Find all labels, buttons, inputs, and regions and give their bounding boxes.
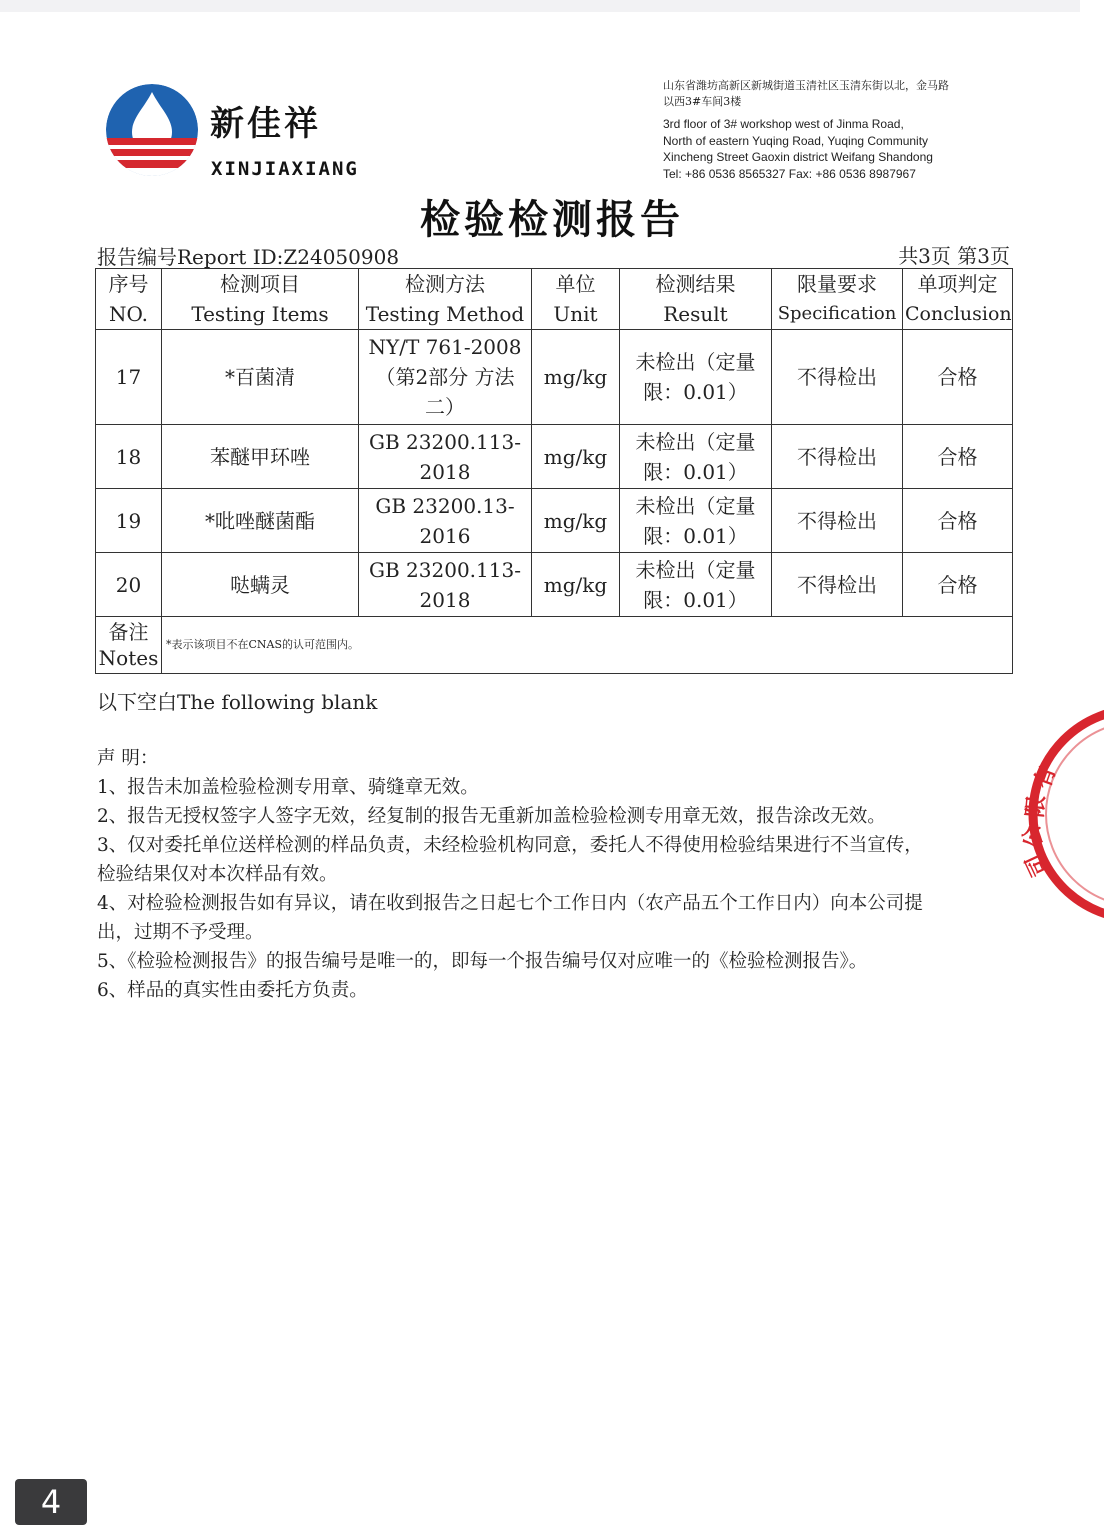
declaration-item: 5、《检验检测报告》的报告编号是唯一的，即每一个报告编号仅对应唯一的《检验检测报告》。 (97, 951, 868, 972)
cell-spec: 不得检出 (772, 489, 903, 553)
cell-item: 哒螨灵 (162, 553, 359, 617)
notes-label: 备注 Notes (96, 617, 162, 674)
svg-text:有: 有 (1030, 762, 1062, 793)
company-address (663, 78, 1023, 182)
results-table (95, 268, 1013, 674)
cell-unit: mg/kg (532, 425, 620, 489)
address-cn-line-1: 山东省潍坊高新区新城街道玉清社区玉清东街以北，金马路 (663, 79, 949, 92)
cell-method: GB 23200.113- 2018 (359, 425, 532, 489)
brand-name-cn: 新佳祥 (210, 104, 321, 144)
cell-conclusion: 合格 (903, 553, 1013, 617)
report-title: 检验检测报告 (420, 197, 684, 243)
cell-result: 未检出（定量 限：0.01） (620, 489, 772, 553)
cell-method: NY/T 761-2008 （第2部分 方法 二） (359, 330, 532, 425)
header-cell: 检测项目 Testing Items (162, 269, 359, 330)
cell-spec: 不得检出 (772, 553, 903, 617)
cell-no: 18 (96, 425, 162, 489)
table-header-row (96, 269, 1013, 330)
address-en-line-4: Tel: +86 0536 8565327 Fax: +86 0536 8987967 (663, 166, 916, 181)
cell-unit: mg/kg (532, 553, 620, 617)
cell-conclusion: 合格 (903, 330, 1013, 425)
declaration-item: 2、报告无授权签字人签字无效，经复制的报告无重新加盖检验检测专用章无效，报告涂改无效。 (97, 806, 886, 827)
following-blank-text: 以下空白The following blank (97, 690, 378, 714)
header-cell: 检测结果 Result (620, 269, 772, 330)
cell-spec: 不得检出 (772, 330, 903, 425)
report-id: 报告编号Report ID:Z24050908 (97, 245, 400, 269)
svg-text:公: 公 (1019, 823, 1048, 850)
table-row (96, 425, 1013, 489)
svg-text:限: 限 (1023, 794, 1050, 819)
declaration (97, 744, 997, 1005)
company-logo-icon (104, 82, 200, 178)
cell-item: *百菌清 (162, 330, 359, 425)
header-cell: 检测方法 Testing Method (359, 269, 532, 330)
page-number-badge: 4 (15, 1479, 87, 1525)
declaration-item: 3、仅对委托单位送样检测的样品负责，未经检验机构同意，委托人不得使用检验结果进行不当宣传， (97, 835, 923, 856)
cell-no: 19 (96, 489, 162, 553)
cell-conclusion: 合格 (903, 489, 1013, 553)
header-cell: 限量要求 Specification (772, 269, 903, 330)
cell-method: GB 23200.13- 2016 (359, 489, 532, 553)
header-cell: 单位 Unit (532, 269, 620, 330)
cell-item: 苯醚甲环唑 (162, 425, 359, 489)
table-row (96, 489, 1013, 553)
table-row (96, 553, 1013, 617)
cell-item: *吡唑醚菌酯 (162, 489, 359, 553)
page-indicator: 共3页 第3页 (898, 244, 1010, 268)
cell-spec: 不得检出 (772, 425, 903, 489)
cell-no: 20 (96, 553, 162, 617)
notes-text: *表示该项目不在CNAS的认可范围内。 (162, 617, 1013, 674)
address-en-block (663, 116, 1023, 182)
cell-unit: mg/kg (532, 489, 620, 553)
official-seal-icon (1019, 722, 1080, 907)
cell-method: GB 23200.113- 2018 (359, 553, 532, 617)
declaration-item: 1、报告未加盖检验检测专用章、骑缝章无效。 (97, 777, 479, 798)
declaration-item: 出，过期不予受理。 (97, 922, 264, 943)
cell-result: 未检出（定量 限：0.01） (620, 330, 772, 425)
notes-row (96, 617, 1013, 674)
cell-result: 未检出（定量 限：0.01） (620, 553, 772, 617)
address-en-line-3: Xincheng Street Gaoxin district Weifang Shandong (663, 150, 933, 164)
declaration-title: 声 明： (97, 748, 159, 769)
cell-result: 未检出（定量 限：0.01） (620, 425, 772, 489)
cell-conclusion: 合格 (903, 425, 1013, 489)
address-en-line-1: 3rd floor of 3# workshop west of Jinma Road, (663, 117, 904, 131)
address-cn-line-2: 以西3#车间3楼 (663, 95, 742, 108)
address-en-line-2: North of eastern Yuqing Road, Yuqing Community (663, 133, 929, 148)
cell-unit: mg/kg (532, 330, 620, 425)
declaration-item: 检验结果仅对本次样品有效。 (97, 864, 338, 885)
header-cell: 序号 NO. (96, 269, 162, 330)
declaration-item: 6、样品的真实性由委托方负责。 (97, 980, 368, 1001)
header-cell: 单项判定 Conclusion (903, 269, 1013, 330)
table-row (96, 330, 1013, 425)
cell-no: 17 (96, 330, 162, 425)
declaration-item: 4、对检验检测报告如有异议，请在收到报告之日起七个工作日内（农产品五个工作日内）向本公司提 (97, 893, 923, 914)
top-status-strip (0, 0, 1080, 12)
svg-text:司: 司 (1021, 849, 1054, 881)
brand-name-en: XINJIAXIANG (211, 158, 359, 180)
